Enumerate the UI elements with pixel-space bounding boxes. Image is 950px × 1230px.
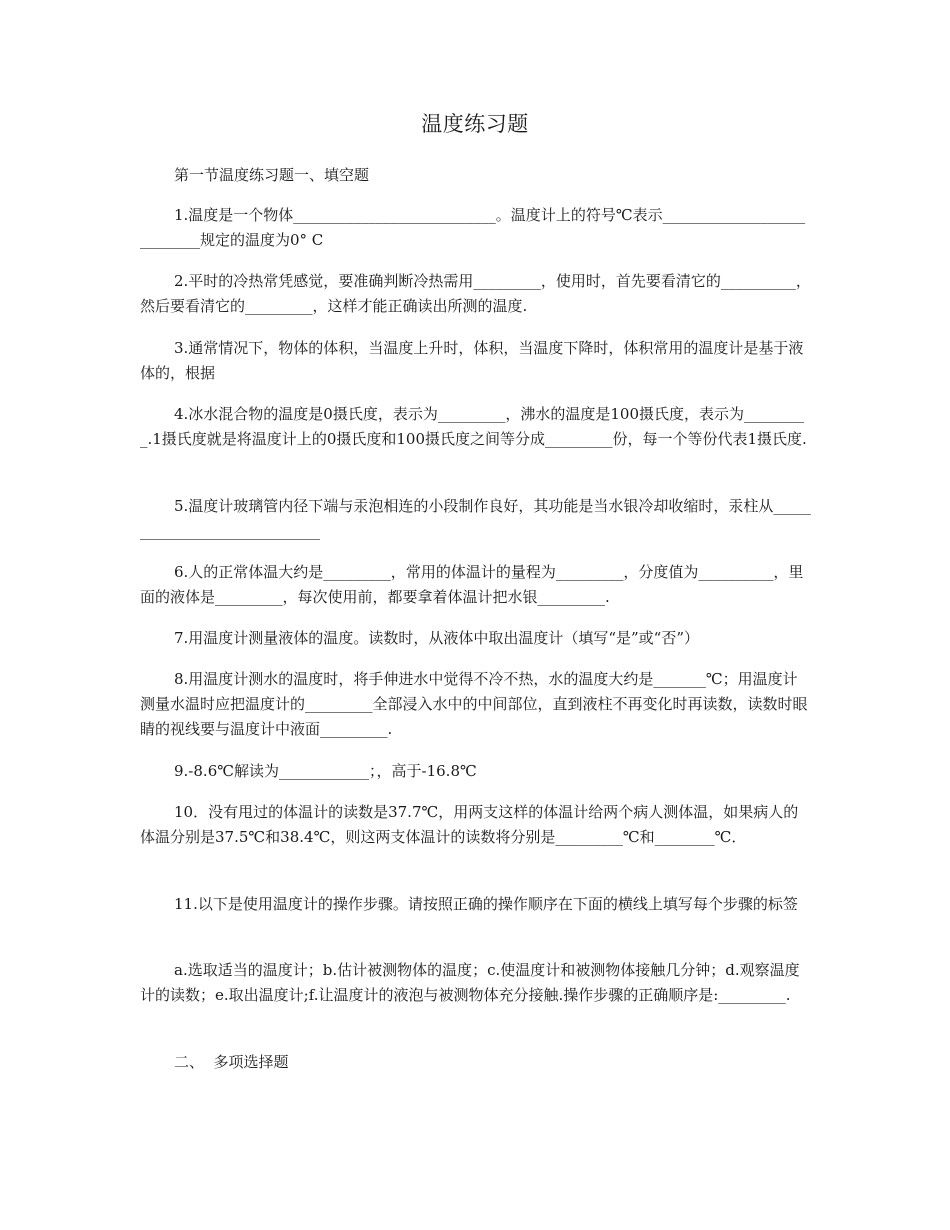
question-5: 5.温度计玻璃管内径下端与汞泡相连的小段制作良好，其功能是当水银冷却收缩时，汞柱从_____________________________ bbox=[140, 497, 811, 540]
question-1: 1.温度是一个物体___________________________。温度计上的符号℃表示___________________________规定的温度为0° C bbox=[140, 206, 806, 249]
question-11-steps: a.选取适当的温度计；b.估计被测物体的温度；c.使温度计和被测物体接触几分钟；d.观察温度计的读数；e.取出温度计;f.让温度计的液泡与被测物体充分接触.操作步骤的正确顺序是:_________. bbox=[140, 961, 800, 1004]
question-6: 6.人的正常体温大约是_________，常用的体温计的量程为_________，分度值为__________，里面的液体是_________，每次使用前，都要拿着体温计把水银_________. bbox=[140, 563, 804, 606]
question-9: 9.-8.6℃解读为____________；，高于-16.8℃ bbox=[174, 762, 477, 780]
page-title: 温度练习题 bbox=[421, 112, 529, 136]
section-heading-fill-in: 第一节温度练习题一、填空题 bbox=[174, 166, 370, 184]
question-4: 4.冰水混合物的温度是0摄氏度，表示为_________，沸水的温度是100摄氏度，表示为_________.1摄氏度就是将温度计上的0摄氏度和100摄氏度之间等分成_________份，每一个等份代表1摄氏度. bbox=[140, 405, 807, 448]
question-7: 7.用温度计测量液体的温度。读数时，从液体中取出温度计（填写“是”或“否”） bbox=[174, 629, 699, 647]
question-8: 8.用温度计测水的温度时，将手伸进水中觉得不冷不热，水的温度大约是_______℃；用温度计测量水温时应把温度计的_________全部浸入水中的中间部位，直到液柱不再变化时再读数，读数时眼睛的视线要与温度计中液面_________. bbox=[140, 670, 808, 738]
section-heading-multiple-choice: 二、 多项选择题 bbox=[174, 1053, 289, 1071]
question-2: 2.平时的冷热常凭感觉，要准确判断冷热需用_________，使用时，首先要看清它的__________，然后要看清它的_________，这样才能正确读出所测的温度. bbox=[140, 272, 811, 315]
question-10: 10．没有甩过的体温计的读数是37.7℃，用两支这样的体温计给两个病人测体温，如果病人的体温分别是37.5℃和38.4℃，则这两支体温计的读数将分别是_________℃和________℃． bbox=[140, 803, 799, 846]
question-3: 3.通常情况下，物体的体积，当温度上升时，体积，当温度下降时，体积常用的温度计是基于液体的，根据 bbox=[140, 339, 804, 382]
question-11: 11.以下是使用温度计的操作步骤。请按照正确的操作顺序在下面的横线上填写每个步骤的标签 bbox=[174, 895, 798, 913]
